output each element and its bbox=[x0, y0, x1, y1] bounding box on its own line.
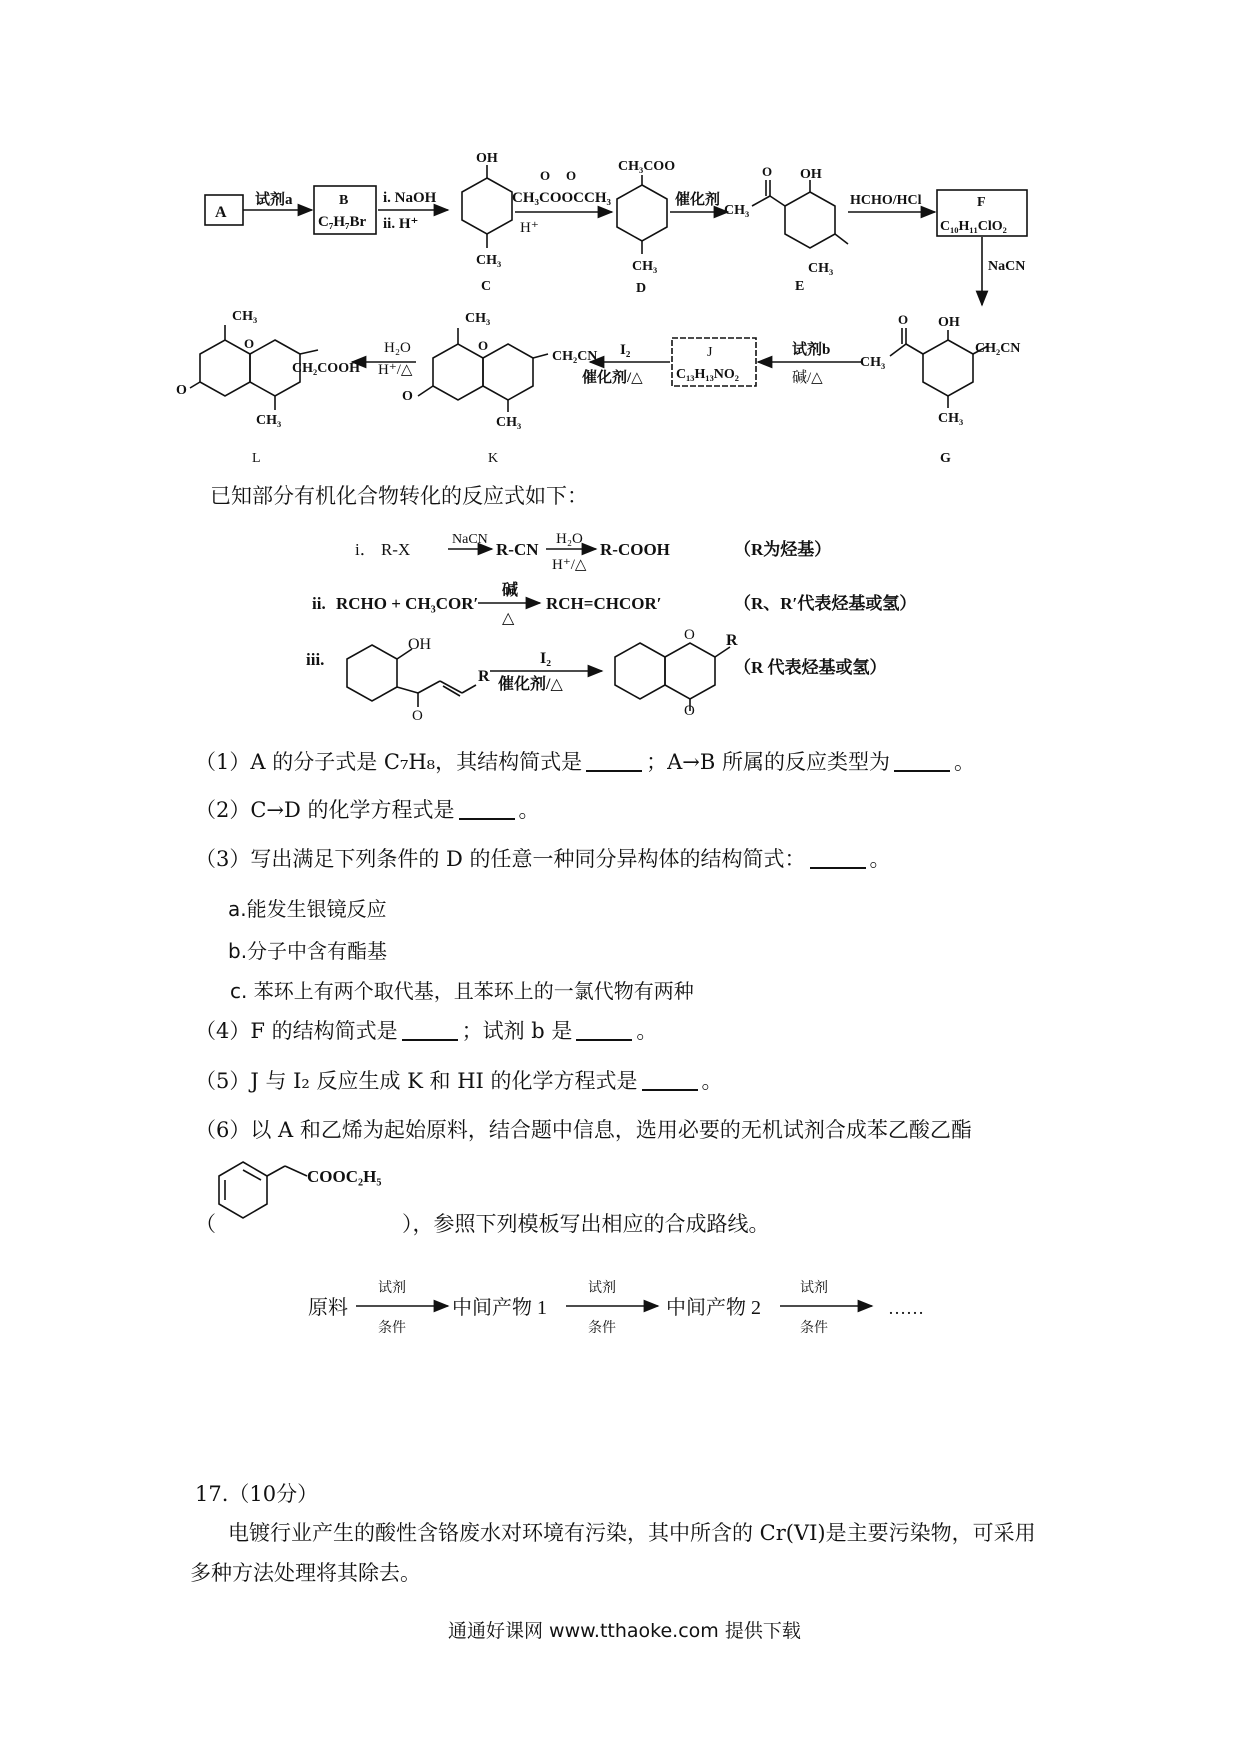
e-ch3-ring: CH₃ bbox=[808, 261, 834, 276]
r3-note: （R 代表烃基或氢） bbox=[734, 658, 887, 677]
q6-group: COOC₂H₅ bbox=[307, 1167, 382, 1186]
c-oh: OH bbox=[476, 151, 498, 166]
k-ch3-top: CH₃ bbox=[465, 311, 491, 326]
l-ch3-ring: CH₃ bbox=[256, 413, 282, 428]
q17-header: 17.（10分） bbox=[195, 1482, 319, 1506]
question-4 bbox=[195, 1015, 657, 1045]
r1-cond: H⁺/△ bbox=[552, 557, 587, 573]
r1-mid: R-CN bbox=[496, 540, 539, 559]
q2-text-b: 。 bbox=[518, 798, 540, 822]
r1-note: （R为烃基） bbox=[734, 540, 832, 559]
tpl-cond-3: 条件 bbox=[800, 1321, 828, 1336]
tpl-end: …… bbox=[888, 1298, 924, 1318]
tpl-reagent-3: 试剂 bbox=[800, 1281, 828, 1296]
r2-note: （R、R′代表烃基或氢） bbox=[734, 594, 917, 613]
compound-b-label: B bbox=[339, 193, 349, 208]
q4-text-a: （4）F 的结构简式是 bbox=[195, 1019, 398, 1043]
synthesis-scheme bbox=[0, 0, 1240, 470]
step-naoh: i. NaOH bbox=[383, 190, 437, 206]
r1-nacn: NaCN bbox=[452, 532, 488, 547]
l-ch3-top: CH₃ bbox=[232, 309, 258, 324]
compound-k-label: K bbox=[488, 451, 499, 466]
nacn-fg: NaCN bbox=[988, 259, 1026, 274]
compound-f-label: F bbox=[977, 195, 986, 210]
base-heat: 碱/△ bbox=[792, 370, 823, 386]
q6-open-paren: （ bbox=[195, 1212, 216, 1236]
q4-text-b: ；试剂 b 是 bbox=[461, 1019, 573, 1043]
h-plus: H⁺ bbox=[520, 220, 539, 236]
tpl-mid-2: 中间产物 2 bbox=[666, 1297, 761, 1319]
k-ch2cn: CH₂CN bbox=[552, 349, 598, 364]
compound-b-formula: C₇H₇Br bbox=[318, 214, 367, 230]
anhydride-o1: O bbox=[540, 168, 551, 183]
r1-prod: R-COOH bbox=[600, 540, 670, 559]
d-ch3: CH₃ bbox=[632, 259, 658, 274]
compound-d-label: D bbox=[636, 281, 647, 296]
h2o-kl: H₂O bbox=[384, 340, 411, 356]
r3-cond: 催化剂/△ bbox=[498, 676, 563, 693]
q3-condition-b: b.分子中含有酯基 bbox=[228, 939, 388, 963]
q1-blank-2[interactable] bbox=[894, 770, 950, 772]
r3-oh: OH bbox=[408, 636, 432, 653]
q1-text-c: 。 bbox=[953, 750, 975, 774]
tpl-start: 原料 bbox=[308, 1297, 348, 1319]
q4-blank-1[interactable] bbox=[402, 1039, 458, 1041]
anhydride: CH₃COOCCH₃ bbox=[512, 190, 611, 206]
reagent-b: 试剂b bbox=[792, 342, 831, 358]
compound-c-label: C bbox=[481, 279, 492, 294]
l-o-ring: O bbox=[244, 336, 255, 351]
i2-jk: I₂ bbox=[620, 342, 631, 358]
r3-o: O bbox=[412, 708, 423, 724]
r3-r2: R bbox=[726, 632, 738, 649]
q4-text-c: 。 bbox=[636, 1019, 658, 1043]
q1-text-b: ；A→B 所属的反应类型为 bbox=[646, 750, 890, 774]
r3-o-carbonyl: O bbox=[684, 703, 695, 719]
r3-o-ring: O bbox=[684, 627, 695, 643]
reagent-a: 试剂a bbox=[255, 192, 293, 208]
tpl-reagent-2: 试剂 bbox=[588, 1281, 616, 1296]
q3-text-b: 。 bbox=[869, 847, 891, 871]
e-o: O bbox=[762, 164, 773, 179]
tpl-reagent-1: 试剂 bbox=[378, 1281, 406, 1296]
d-acetoxy: CH₃COO bbox=[618, 159, 676, 174]
hplus-heat-kl: H⁺/△ bbox=[378, 362, 413, 378]
q17-line-2: 多种方法处理将其除去。 bbox=[190, 1561, 421, 1585]
tpl-mid-1: 中间产物 1 bbox=[452, 1297, 547, 1319]
q4-blank-2[interactable] bbox=[576, 1039, 632, 1041]
r3-i2: I₂ bbox=[540, 650, 552, 667]
r1-h2o: H₂O bbox=[556, 531, 583, 547]
g-ch3-left: CH₃ bbox=[860, 355, 886, 370]
r2-heat: △ bbox=[502, 610, 515, 627]
anhydride-o2: O bbox=[566, 168, 577, 183]
r2-react: RCHO + CH₃COR′ bbox=[336, 594, 479, 613]
compound-j-label: J bbox=[707, 345, 713, 360]
compound-l-label: L bbox=[252, 451, 261, 466]
tpl-cond-2: 条件 bbox=[588, 1321, 616, 1336]
e-ch3-left: CH₃ bbox=[724, 203, 750, 218]
g-oh: OH bbox=[938, 315, 960, 330]
l-o-carbonyl: O bbox=[176, 383, 187, 398]
question-6: （6）以 A 和乙烯为起始原料，结合题中信息，选用必要的无机试剂合成苯乙酸乙酯 bbox=[195, 1118, 972, 1142]
g-ch2cn: CH₂CN bbox=[975, 341, 1021, 356]
question-2 bbox=[195, 794, 540, 824]
q17-line-1: 电镀行业产生的酸性含铬废水对环境有污染，其中所含的 Cr(VI)是主要污染物，可采用 bbox=[228, 1521, 1036, 1545]
r3-label: iii. bbox=[306, 650, 325, 669]
r2-label: ii. bbox=[312, 594, 326, 613]
step-h: ii. H⁺ bbox=[383, 216, 419, 232]
q5-text-a: （5）J 与 I₂ 反应生成 K 和 HI 的化学方程式是 bbox=[195, 1069, 638, 1093]
k-ch3-ring: CH₃ bbox=[496, 415, 522, 430]
q2-text-a: （2）C→D 的化学方程式是 bbox=[195, 798, 455, 822]
r3-r1: R bbox=[478, 668, 490, 685]
q2-blank[interactable] bbox=[459, 818, 515, 820]
compound-e-label: E bbox=[795, 279, 805, 294]
catalyst-de: 催化剂 bbox=[675, 192, 721, 208]
e-oh: OH bbox=[800, 167, 822, 182]
r2-base: 碱 bbox=[502, 582, 519, 599]
route-template bbox=[0, 1270, 1240, 1340]
q3-condition-c: c. 苯环上有两个取代基，且苯环上的一氯代物有两种 bbox=[230, 979, 694, 1003]
q5-text-b: 。 bbox=[701, 1069, 723, 1093]
r1-label: i． R-X bbox=[355, 540, 411, 559]
page-footer: 通通好课网 www.tthaoke.com 提供下载 bbox=[448, 1620, 801, 1642]
cat-heat-jk: 催化剂/△ bbox=[582, 370, 643, 386]
tpl-cond-1: 条件 bbox=[378, 1321, 406, 1336]
q6-text-b: ），参照下列模板写出相应的合成路线。 bbox=[402, 1212, 770, 1236]
l-ch2cooh: CH₂COOH bbox=[292, 361, 360, 376]
question-3 bbox=[195, 843, 891, 873]
q5-blank[interactable] bbox=[642, 1089, 698, 1091]
q3-condition-a: a.能发生银镜反应 bbox=[228, 897, 387, 921]
k-o-ring: O bbox=[478, 338, 489, 353]
compound-g-label: G bbox=[940, 451, 951, 466]
known-intro: 已知部分有机化合物转化的反应式如下： bbox=[210, 484, 588, 508]
question-1 bbox=[195, 746, 975, 776]
k-o-carbonyl: O bbox=[402, 389, 413, 404]
compound-a: A bbox=[215, 204, 227, 221]
q1-blank-1[interactable] bbox=[586, 770, 642, 772]
question-5 bbox=[195, 1065, 723, 1095]
c-ch3: CH₃ bbox=[476, 253, 502, 268]
g-ch3-ring: CH₃ bbox=[938, 411, 964, 426]
ethyl-phenylacetate-structure bbox=[195, 1150, 435, 1240]
compound-f-formula: C₁₀H₁₁ClO₂ bbox=[940, 219, 1007, 234]
known-reactions bbox=[0, 515, 1240, 724]
r2-prod: RCH=CHCOR′ bbox=[546, 594, 662, 613]
hcho-hcl: HCHO/HCl bbox=[850, 193, 922, 208]
g-o: O bbox=[898, 312, 909, 327]
q3-text-a: （3）写出满足下列条件的 D 的任意一种同分异构体的结构简式： bbox=[195, 847, 806, 871]
compound-j-formula: C₁₃H₁₃NO₂ bbox=[676, 367, 739, 382]
q1-text-a: （1）A 的分子式是 C₇H₈，其结构简式是 bbox=[195, 750, 583, 774]
q3-blank[interactable] bbox=[810, 867, 866, 869]
